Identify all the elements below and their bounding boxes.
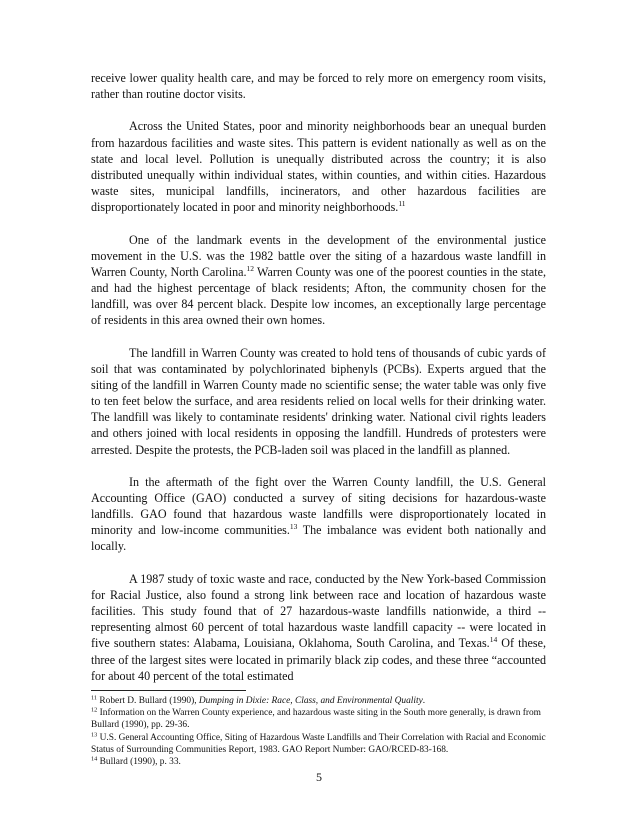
footnote-text: Information on the Warren County experience, and hazardous waste siting in the South more generally, is drawn from Bullard (1990), pp. 29-36. — [91, 708, 541, 731]
footnote-divider — [91, 690, 246, 691]
footnote-ref[interactable]: 13 — [289, 522, 298, 532]
paragraph — [91, 345, 546, 458]
footnote-number: 14 — [91, 755, 98, 763]
paragraph-text: Across the United States, poor and minority neighborhoods bear an unequal burden from hazardous facilities and waste sites. This pattern is evident nationally as well as on the state and local level. Pollution is unequally distributed across the country; it is also distributed unequally within individual states, within counties, and within cities. Hazardous waste sites, municipal landfills, incinerators, and other hazardous facilities are disproportionately located in poor and minority neighborhoods. — [91, 119, 546, 215]
paragraph — [91, 232, 546, 329]
footnote-number: 11 — [91, 694, 98, 702]
footnote — [91, 732, 546, 756]
footnote-text: Bullard (1990), p. 33. — [97, 757, 181, 768]
paragraph — [91, 70, 546, 102]
footnote-number: 13 — [91, 731, 98, 739]
paragraph — [91, 474, 546, 555]
paragraph-text: In the aftermath of the fight over the Warren County landfill, the U.S. General Accounting Office (GAO) conducted a survey of siting decisions for hazardous-waste landfills. GAO found that hazardous waste landfills were disproportionately located in minority and low-income communities. — [91, 474, 546, 538]
footnote-number: 12 — [91, 706, 98, 714]
paragraph-text: receive lower quality health care, and may be forced to rely more on emergency room visits, rather than routine doctor visits. — [91, 71, 546, 102]
footnote-title: Dumping in Dixie: Race, Class, and Environmental Quality — [198, 696, 423, 706]
paragraph-text: Warren County was one of the poorest counties in the state, and had the highest percentage of black residents; Afton, the community chosen for the landfill, was over 84 percent black. Despite low incomes, an exceptionally large percentage of residents in this area owned their own homes. — [91, 264, 547, 328]
footnote — [91, 695, 546, 707]
footnote-text: . — [422, 696, 426, 706]
footnote-ref[interactable]: 12 — [246, 263, 255, 273]
footnote — [91, 756, 546, 768]
footnote-ref[interactable]: 11 — [398, 199, 406, 209]
page-number: 5 — [316, 770, 322, 784]
paragraph-text: The imbalance was evident both nationally and locally. — [91, 523, 547, 554]
paragraph-text: One of the landmark events in the development of the environmental justice movement in the U.S. was the 1982 battle over the siting of a hazardous waste landfill in Warren County, North Carolina. — [91, 232, 546, 279]
paragraph — [91, 118, 546, 215]
footnote-ref[interactable]: 14 — [489, 635, 498, 645]
paragraph-text: The landfill in Warren County was created to hold tens of thousands of cubic yards of soil that was contaminated by polychlorinated biphenyls (PCBs). Experts argued that the siting of the landfill in Warren County made no scientific sense; the water table was only five to ten feet below the surface, and area residents relied on local wells for their drinking water. The landfill was likely to contaminate residents' drinking water. National civil rights leaders and others joined with local residents in opposing the landfill. Hundreds of protesters were arrested. Despite the protests, the PCB-laden soil was placed in the landfill as planned. — [91, 345, 546, 457]
footnote-text: Robert D. Bullard (1990), — [97, 696, 199, 706]
footnote-text: U.S. General Accounting Office, Siting of Hazardous Waste Landfills and Their Correlation with Racial and Economic Status of Surrounding Communities Report, 1983. GAO Report Number: GAO/RCED-83-168. — [91, 732, 546, 755]
paragraph — [91, 571, 546, 684]
footnotes — [91, 695, 546, 768]
footnote — [91, 707, 546, 731]
body-text — [91, 70, 546, 684]
paragraph-text: Of these, three of the largest sites were located in primarily black zip codes, and these three “accounted for about 40 percent of the total estimated — [91, 636, 546, 683]
paragraph-text: A 1987 study of toxic waste and race, conducted by the New York-based Commission for Racial Justice, also found a strong link between race and location of hazardous waste facilities. This study found that of 27 hazardous-waste landfills nationwide, a third -- representing almost 60 percent of total hazardous waste landfill capacity -- were located in five southern states: Alabama, Louisiana, Oklahoma, South Carolina, and Texas. — [91, 571, 546, 651]
